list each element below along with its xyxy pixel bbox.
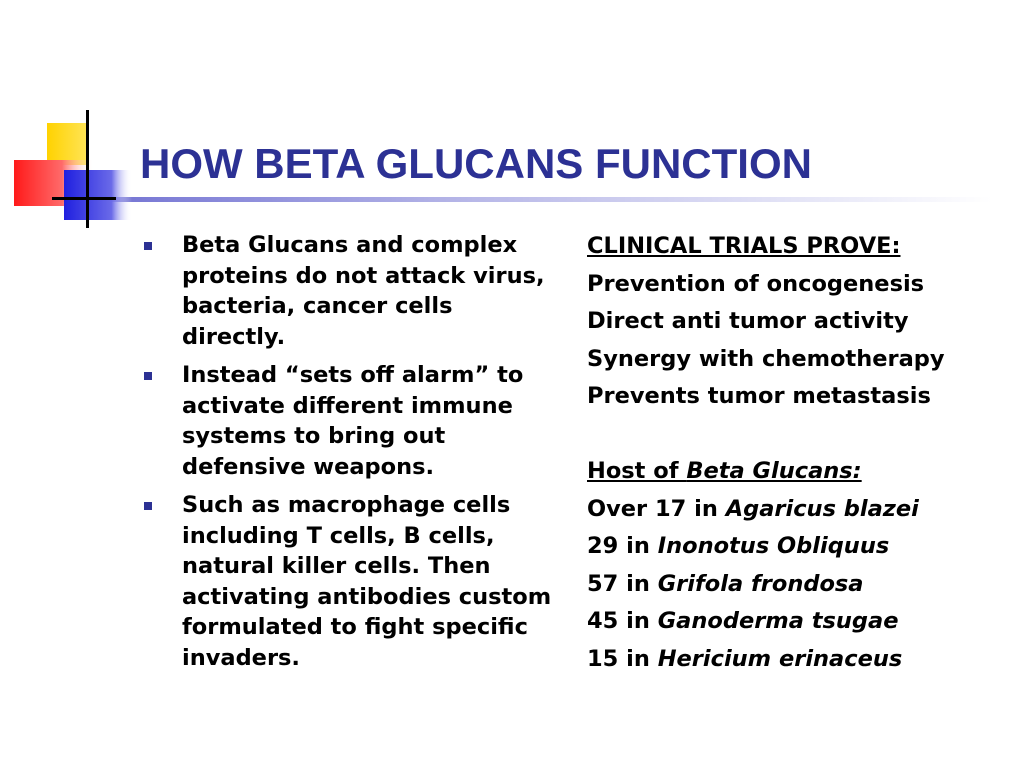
deco-horizontal-line: [52, 197, 116, 200]
slide-decoration: [0, 0, 1024, 240]
deco-blue-square: [64, 170, 132, 220]
square-bullet-icon: [144, 502, 152, 510]
host-heading-prefix: Host of: [587, 458, 687, 484]
host-heading: [587, 453, 1007, 491]
trial-item: Synergy with chemotherapy: [587, 345, 945, 372]
bullet-item: [140, 360, 560, 482]
deco-yellow-square: [47, 123, 89, 165]
host-species: Inonotus Obliquus: [657, 533, 890, 559]
host-count: Over 17 in: [587, 495, 726, 522]
host-species: Ganoderma tsugae: [657, 608, 899, 634]
clinical-trials-heading: CLINICAL TRIALS PROVE:: [587, 233, 901, 259]
host-species: Hericium erinaceus: [657, 645, 903, 672]
host-count: 45 in: [587, 608, 658, 634]
square-bullet-icon: [144, 372, 152, 380]
host-species: Agaricus blazei: [725, 495, 919, 522]
bullet-item: [140, 490, 560, 673]
host-item: [587, 491, 1007, 529]
bullet-item: [140, 230, 560, 352]
host-heading-species: Beta Glucans:: [686, 458, 862, 484]
host-species: Grifola frondosa: [657, 570, 864, 597]
host-item: [587, 603, 1007, 641]
host-count: 15 in: [587, 645, 658, 672]
host-item: [587, 566, 1007, 604]
trial-item: Prevents tumor metastasis: [587, 383, 931, 409]
bullet-text: Such as macrophage cells including T cells, B cells, natural killer cells. Then activating antibodies custom formulated to fight specific invaders.: [182, 492, 552, 671]
clinical-trials-column: [587, 228, 1007, 678]
host-item: [587, 528, 1007, 566]
square-bullet-icon: [144, 242, 152, 250]
host-item: [587, 641, 1007, 679]
trial-item: Direct anti tumor activity: [587, 308, 909, 334]
deco-vertical-line: [86, 110, 89, 228]
bullet-text: Beta Glucans and complex proteins do not attack virus, bacteria, cancer cells directly.: [182, 232, 545, 350]
host-count: 29 in: [587, 533, 658, 559]
host-count: 57 in: [587, 570, 658, 597]
title-rule: [52, 197, 992, 202]
trial-item: Prevention of oncogenesis: [587, 270, 925, 297]
bullet-text: Instead “sets off alarm” to activate different immune systems to bring out defensive weapons.: [182, 362, 524, 480]
slide-title: HOW BETA GLUCANS FUNCTION: [140, 140, 812, 187]
bullet-list: [140, 230, 560, 681]
